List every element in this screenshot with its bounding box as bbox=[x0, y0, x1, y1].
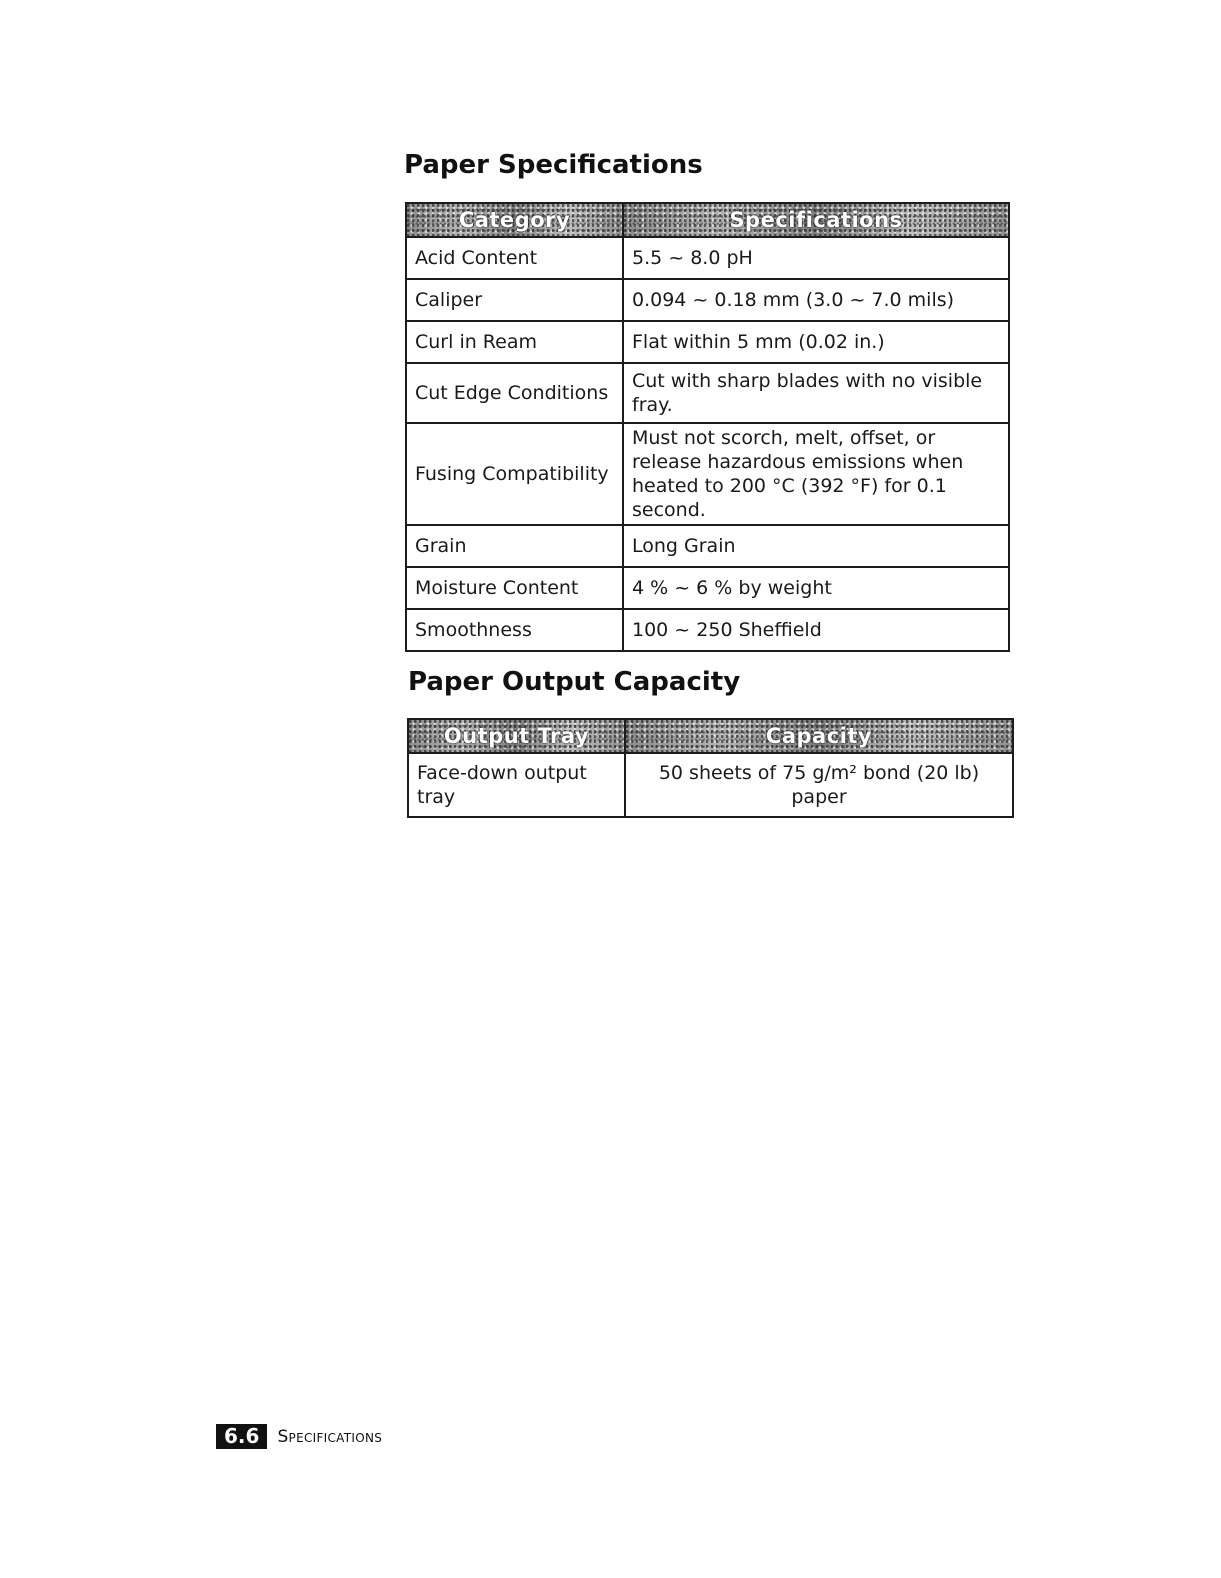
page-footer bbox=[216, 1424, 382, 1449]
spec-cell: 0.094 ~ 0.18 mm (3.0 ~ 7.0 mils) bbox=[623, 279, 1009, 321]
category-cell: Smoothness bbox=[406, 609, 623, 651]
table-header-row bbox=[408, 719, 1013, 753]
table-row bbox=[406, 609, 1009, 651]
table-row bbox=[406, 423, 1009, 525]
category-cell: Curl in Ream bbox=[406, 321, 623, 363]
table-row bbox=[406, 525, 1009, 567]
table-row bbox=[406, 567, 1009, 609]
table-row bbox=[406, 237, 1009, 279]
column-header-specifications: Specifications bbox=[623, 203, 1009, 237]
spec-cell: 4 % ~ 6 % by weight bbox=[623, 567, 1009, 609]
category-cell: Acid Content bbox=[406, 237, 623, 279]
spec-cell: Cut with sharp blades with no visible fray. bbox=[623, 363, 1009, 423]
table-row bbox=[406, 321, 1009, 363]
paper-specifications-table bbox=[405, 202, 1010, 652]
page-number-badge: 6.6 bbox=[216, 1424, 267, 1449]
spec-cell: Flat within 5 mm (0.02 in.) bbox=[623, 321, 1009, 363]
capacity-cell: 50 sheets of 75 g/m² bond (20 lb) paper bbox=[625, 753, 1013, 817]
spec-cell: 5.5 ~ 8.0 pH bbox=[623, 237, 1009, 279]
spec-cell: Long Grain bbox=[623, 525, 1009, 567]
table-row bbox=[406, 279, 1009, 321]
paper-output-capacity-title: Paper Output Capacity bbox=[408, 667, 741, 697]
table-row bbox=[406, 363, 1009, 423]
category-cell: Moisture Content bbox=[406, 567, 623, 609]
column-header-output-tray: Output Tray bbox=[408, 719, 625, 753]
column-header-capacity: Capacity bbox=[625, 719, 1013, 753]
paper-specifications-title: Paper Specifications bbox=[404, 150, 703, 180]
paper-output-capacity-table bbox=[407, 718, 1014, 818]
category-cell: Cut Edge Conditions bbox=[406, 363, 623, 423]
tray-cell: Face-down output tray bbox=[408, 753, 625, 817]
category-cell: Fusing Compatibility bbox=[406, 423, 623, 525]
table-header-row bbox=[406, 203, 1009, 237]
footer-section-label: Specifications bbox=[277, 1426, 383, 1447]
spec-cell: 100 ~ 250 Sheffield bbox=[623, 609, 1009, 651]
category-cell: Grain bbox=[406, 525, 623, 567]
table-row bbox=[408, 753, 1013, 817]
column-header-category: Category bbox=[406, 203, 623, 237]
spec-cell: Must not scorch, melt, offset, or release hazardous emissions when heated to 200 °C (392 °F) for 0.1 second. bbox=[623, 423, 1009, 525]
category-cell: Caliper bbox=[406, 279, 623, 321]
